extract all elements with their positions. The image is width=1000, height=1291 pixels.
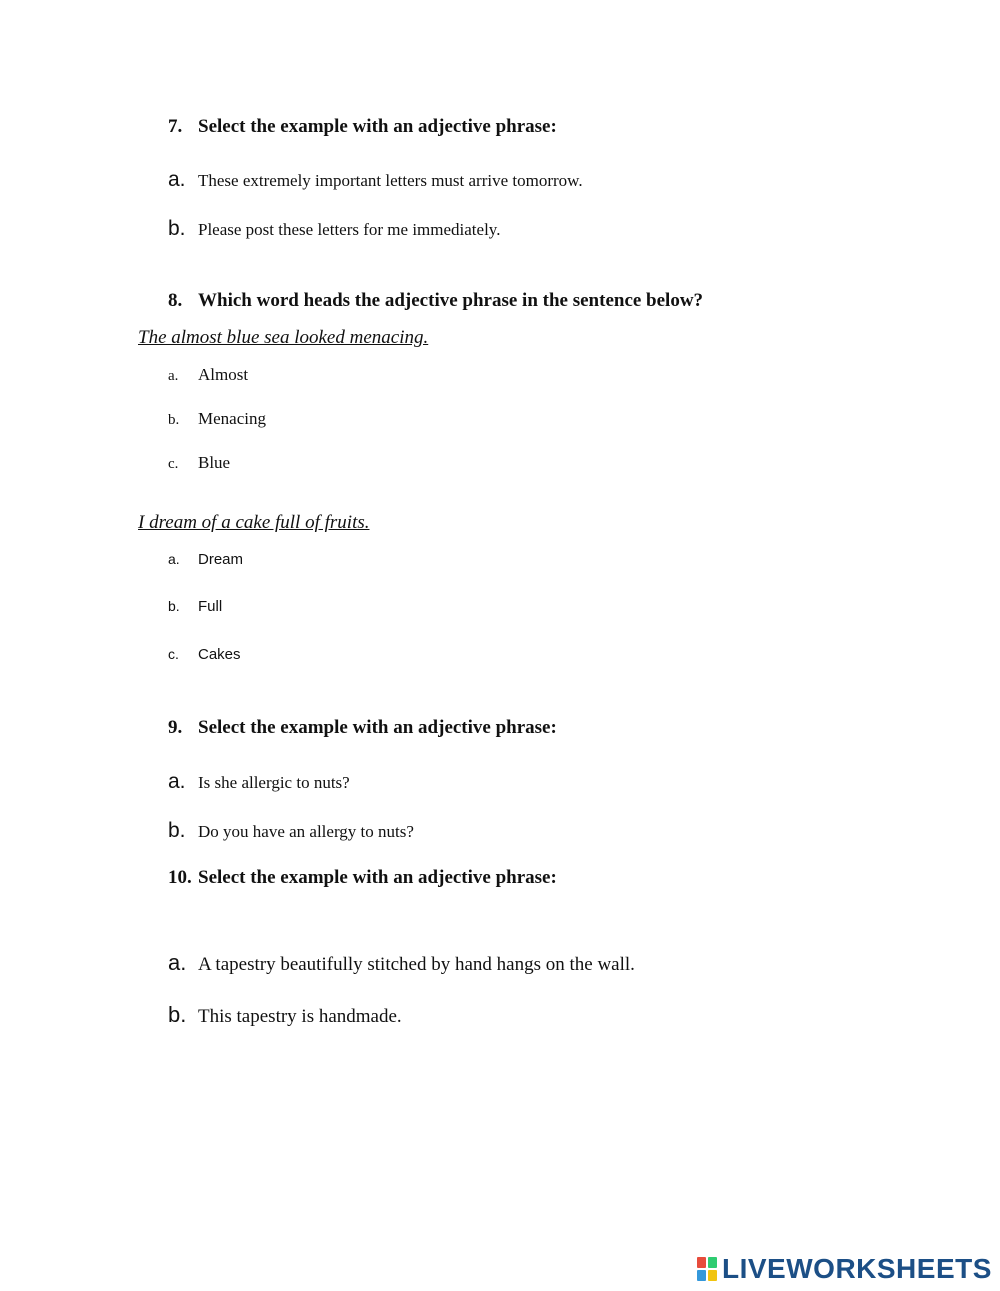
q7-option-b[interactable] (168, 217, 500, 241)
option-letter: b. (168, 598, 180, 614)
question-7-number: 7. (168, 116, 183, 137)
option-text: Please post these letters for me immediately. (198, 220, 501, 239)
option-text: Is she allergic to nuts? (198, 773, 350, 792)
option-text: Dream (198, 551, 244, 568)
option-text: This tapestry is handmade. (198, 1006, 402, 1027)
q10-option-a[interactable] (168, 950, 635, 976)
q8-sentence-2: I dream of a cake full of fruits. (138, 512, 370, 533)
brand-name: LIVEWORKSHEETS (722, 1253, 992, 1284)
option-letter: b. (168, 819, 186, 842)
option-text: These extremely important letters must arrive tomorrow. (198, 171, 583, 190)
question-10 (168, 867, 557, 889)
logo-block-1 (697, 1257, 706, 1268)
logo-block-2 (708, 1257, 717, 1268)
option-text: Full (198, 598, 223, 615)
question-9-text: Select the example with an adjective phrase: (198, 717, 557, 738)
question-10-number: 10. (168, 867, 192, 888)
logo-block-4 (708, 1270, 717, 1281)
option-text: Cakes (198, 646, 241, 663)
option-letter: a. (168, 770, 186, 793)
option-letter: b. (168, 1002, 187, 1027)
option-text: Almost (198, 365, 249, 384)
q9-option-a[interactable] (168, 770, 350, 794)
q8-sentence-1: The almost blue sea looked menacing. (138, 327, 429, 348)
q8-s2-option-b[interactable] (168, 598, 222, 615)
question-10-text: Select the example with an adjective phrase: (198, 867, 557, 888)
option-text: A tapestry beautifully stitched by hand hangs on the wall. (198, 954, 635, 975)
option-letter: a. (168, 950, 187, 975)
liveworksheets-logo-icon (697, 1257, 719, 1283)
q9-option-b[interactable] (168, 819, 414, 843)
q7-option-a[interactable] (168, 168, 583, 192)
logo-block-3 (697, 1270, 706, 1281)
question-8-number: 8. (168, 290, 183, 311)
question-9-number: 9. (168, 717, 183, 738)
option-letter: c. (168, 646, 179, 662)
question-7 (168, 116, 557, 138)
option-letter: a. (168, 168, 186, 191)
option-letter: a. (168, 551, 180, 567)
option-text: Do you have an allergy to nuts? (198, 822, 414, 841)
question-7-text: Select the example with an adjective phrase: (198, 116, 557, 137)
option-letter: b. (168, 217, 186, 240)
option-letter: b. (168, 412, 180, 428)
option-letter: c. (168, 456, 179, 472)
q8-s1-option-c[interactable] (168, 453, 230, 473)
option-text: Blue (198, 453, 231, 472)
option-letter: a. (168, 368, 179, 384)
question-8 (168, 290, 703, 312)
question-9 (168, 717, 557, 739)
q8-s1-option-a[interactable] (168, 365, 248, 385)
question-8-text: Which word heads the adjective phrase in the sentence below? (198, 290, 704, 311)
q10-option-b[interactable] (168, 1002, 402, 1028)
option-text: Menacing (198, 409, 266, 428)
q8-s2-option-a[interactable] (168, 551, 243, 568)
q8-s2-option-c[interactable] (168, 646, 241, 663)
q8-s1-option-b[interactable] (168, 409, 266, 429)
